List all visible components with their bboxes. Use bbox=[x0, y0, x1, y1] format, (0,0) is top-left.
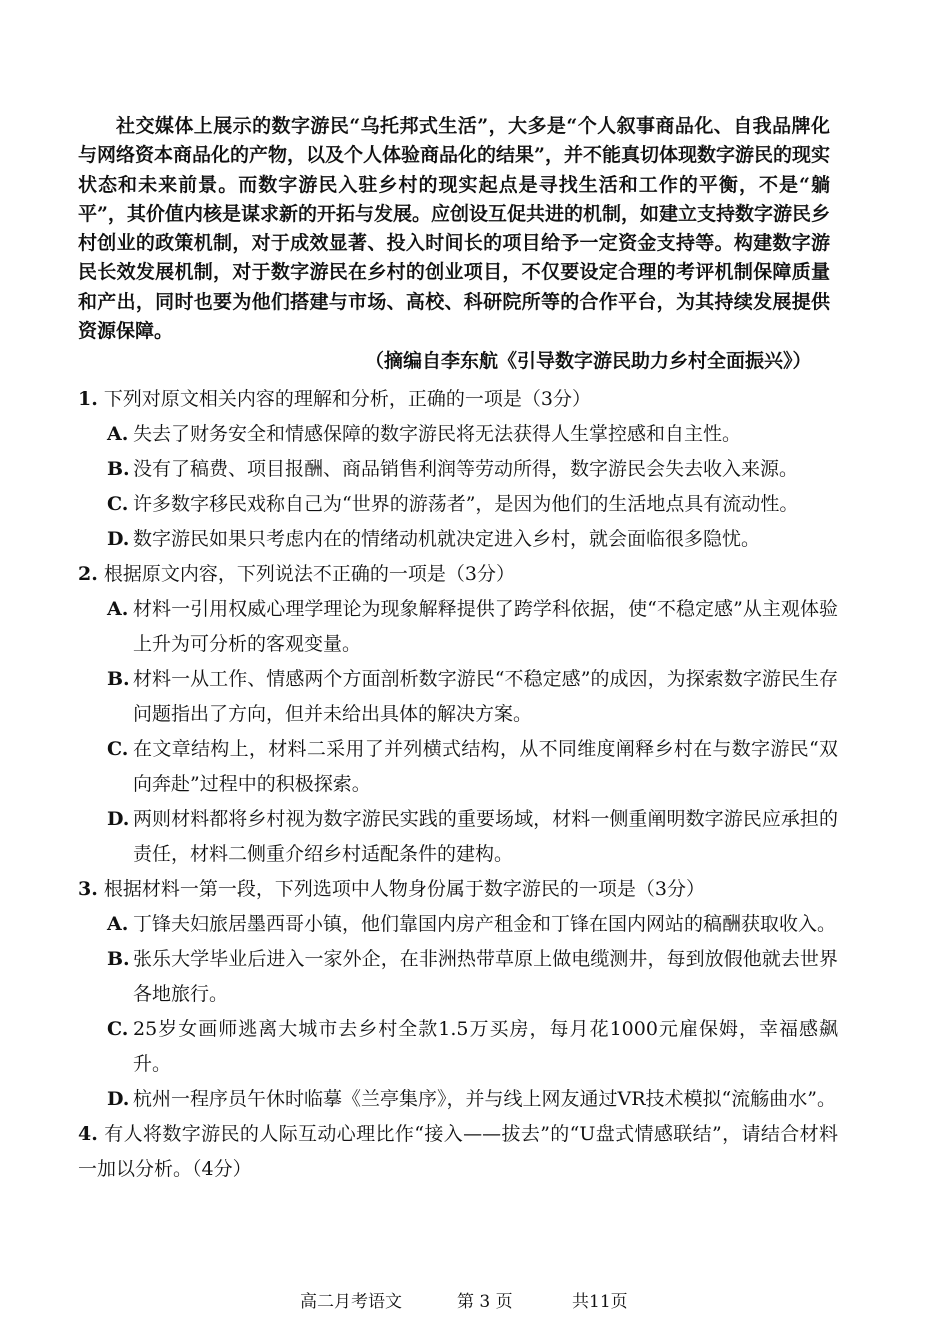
option-letter: A. bbox=[107, 913, 129, 935]
option-text: 数字游民如果只考虑内在的情绪动机就决定进入乡村，就会面临很多隐忧。 bbox=[133, 528, 761, 550]
question-2-option bbox=[107, 732, 838, 802]
question-number: 2. bbox=[78, 563, 98, 585]
option-letter: B. bbox=[107, 948, 130, 970]
option-letter: C. bbox=[107, 493, 129, 515]
option-letter: B. bbox=[107, 668, 130, 690]
option-letter: A. bbox=[107, 423, 129, 445]
passage-source: （摘编自李东航《引导数字游民助力乡村全面振兴》） bbox=[365, 350, 812, 372]
question-2-stem bbox=[78, 557, 838, 592]
option-text: 丁锋夫妇旅居墨西哥小镇，他们靠国内房产租金和丁锋在国内网站的稿酬获取收入。 bbox=[133, 913, 837, 935]
question-1-stem bbox=[78, 382, 838, 417]
question-text: 下列对原文相关内容的理解和分析，正确的一项是（3分） bbox=[103, 388, 591, 410]
option-letter: A. bbox=[107, 598, 129, 620]
option-letter: C. bbox=[107, 1018, 129, 1040]
option-text: 许多数字移民戏称自己为“世界的游荡者”，是因为他们的生活地点具有流动性。 bbox=[133, 493, 799, 515]
question-list bbox=[78, 382, 838, 1187]
passage-paragraph: 社交媒体上展示的数字游民“乌托邦式生活”，大多是“个人叙事商品化、自我品牌化与网络资本商品化的产物，以及个人体验商品化的结果”，并不能真切体现数字游民的现实状态和未来前景。而数字游民入驻乡村的现实起点是寻找生活和工作的平衡，不是“躺平”，其价值内核是谋求新的开拓与发展。应创设互促共进的机制，如建立支持数字游民乡村创业的政策机制，对于成效显著、投入时间长的项目给予一定资金支持等。构建数字游民长效发展机制，对于数字游民在乡村的创业项目，不仅要设定合理的考评机制保障质量和产出，同时也要为他们搭建与市场、高校、科研院所等的合作平台，为其持续发展提供资源保障。 bbox=[78, 115, 830, 343]
question-2-option bbox=[107, 592, 838, 662]
question-3-option bbox=[107, 1082, 838, 1117]
question-2-option bbox=[107, 802, 838, 872]
option-text: 25岁女画师逃离大城市去乡村全款1.5万买房，每月花1000元雇保姆，幸福感飙升。 bbox=[133, 1018, 838, 1075]
option-text: 失去了财务安全和情感保障的数字游民将无法获得人生掌控感和自主性。 bbox=[133, 423, 742, 445]
question-text: 有人将数字游民的人际互动心理比作“接入——拔去”的“U盘式情感联结”，请结合材料一加以分析。（4分） bbox=[78, 1123, 838, 1180]
page-footer bbox=[0, 1291, 950, 1313]
question-2-option bbox=[107, 662, 838, 732]
option-text: 在文章结构上，材料二采用了并列横式结构，从不同维度阐释乡村在与数字游民“双向奔赴”过程中的积极探索。 bbox=[133, 738, 838, 795]
option-text: 两则材料都将乡村视为数字游民实践的重要场域，材料一侧重阐明数字游民应承担的责任，材料二侧重介绍乡村适配条件的建构。 bbox=[133, 808, 838, 865]
question-text: 根据材料一第一段，下列选项中人物身份属于数字游民的一项是（3分） bbox=[103, 878, 705, 900]
option-text: 材料一从工作、情感两个方面剖析数字游民“不稳定感”的成因，为探索数字游民生存问题指出了方向，但并未给出具体的解决方案。 bbox=[133, 668, 838, 725]
question-number: 4. bbox=[78, 1123, 98, 1145]
option-letter: D. bbox=[107, 1088, 130, 1110]
option-text: 没有了稿费、项目报酬、商品销售利润等劳动所得，数字游民会失去收入来源。 bbox=[133, 458, 799, 480]
question-1-option bbox=[107, 417, 838, 452]
question-3-option bbox=[107, 907, 838, 942]
option-letter: D. bbox=[107, 528, 130, 550]
option-letter: C. bbox=[107, 738, 129, 760]
question-number: 1. bbox=[78, 388, 98, 410]
option-text: 杭州一程序员午休时临摹《兰亭集序》，并与线上网友通过VR技术模拟“流觞曲水”。 bbox=[133, 1088, 836, 1110]
footer-total-pages: 共11页 bbox=[572, 1292, 628, 1312]
question-3-option bbox=[107, 942, 838, 1012]
question-3-option bbox=[107, 1012, 838, 1082]
footer-exam-title: 高二月考语文 bbox=[300, 1292, 402, 1312]
question-1-option bbox=[107, 452, 838, 487]
question-number: 3. bbox=[78, 878, 98, 900]
option-letter: D. bbox=[107, 808, 130, 830]
question-text: 根据原文内容，下列说法不正确的一项是（3分） bbox=[103, 563, 515, 585]
question-4-stem bbox=[78, 1117, 838, 1187]
footer-page-number: 第 3 页 bbox=[457, 1292, 513, 1312]
question-1-option bbox=[107, 487, 838, 522]
question-3-stem bbox=[78, 872, 838, 907]
question-1-option bbox=[107, 522, 838, 557]
option-text: 张乐大学毕业后进入一家外企，在非洲热带草原上做电缆测井，每到放假他就去世界各地旅行。 bbox=[133, 948, 838, 1005]
option-letter: B. bbox=[107, 458, 130, 480]
option-text: 材料一引用权威心理学理论为现象解释提供了跨学科依据，使“不稳定感”从主观体验上升为可分析的客观变量。 bbox=[133, 598, 838, 655]
